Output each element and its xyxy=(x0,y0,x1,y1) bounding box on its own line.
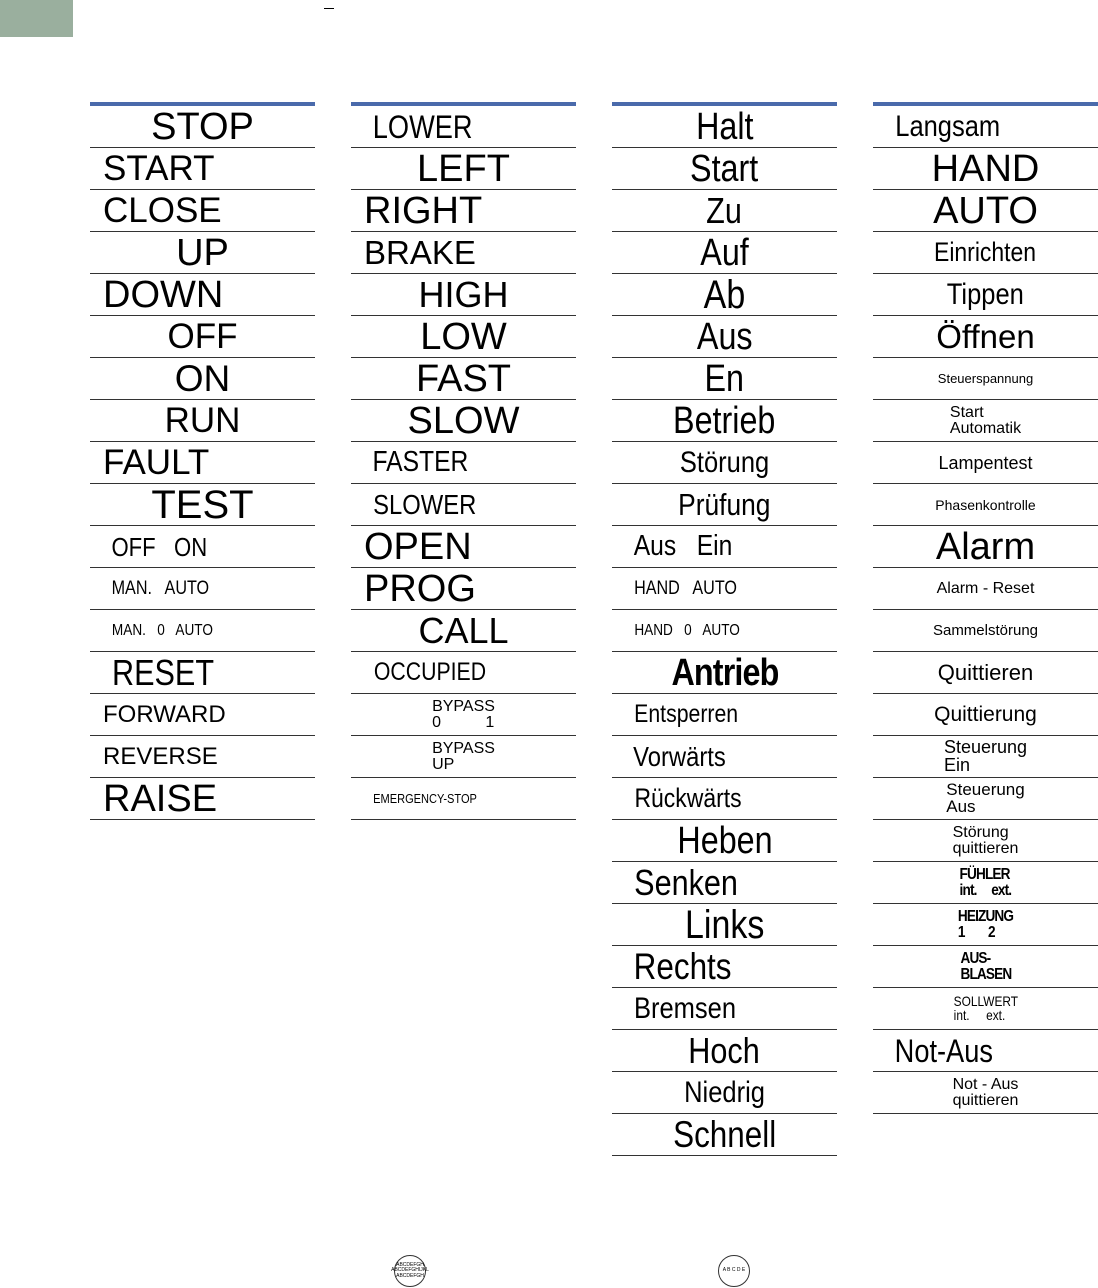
label-cell: SLOWER xyxy=(351,484,576,526)
label-cell: MAN. 0 AUTO xyxy=(90,610,315,652)
label-column-english-2 xyxy=(351,102,576,820)
label-cell: Tippen xyxy=(873,274,1098,316)
label-cell: RIGHT xyxy=(351,190,576,232)
label-cell: BYPASS UP xyxy=(351,736,576,778)
label-cell: Start xyxy=(612,148,837,190)
label-cell: AUS- BLASEN xyxy=(873,946,1098,988)
label-cell: START xyxy=(90,148,315,190)
label-cell: Hoch xyxy=(612,1030,837,1072)
label-cell: OPEN xyxy=(351,526,576,568)
seal-stamp-right: A B C D E xyxy=(718,1255,750,1287)
label-cell: Quittieren xyxy=(873,652,1098,694)
label-cell: HAND xyxy=(873,148,1098,190)
label-cell: CLOSE xyxy=(90,190,315,232)
corner-tab xyxy=(0,0,73,37)
label-cell: Zu xyxy=(612,190,837,232)
label-cell: Alarm xyxy=(873,526,1098,568)
label-cell: Quittierung xyxy=(873,694,1098,736)
label-cell: Betrieb xyxy=(612,400,837,442)
label-cell: Steuerung Ein xyxy=(873,736,1098,778)
label-cell: LOWER xyxy=(351,106,576,148)
label-column-german-1 xyxy=(612,102,837,1156)
label-cell: HEIZUNG 1 2 xyxy=(873,904,1098,946)
label-cell: HAND 0 AUTO xyxy=(612,610,837,652)
label-cell: Rechts xyxy=(612,946,837,988)
label-cell: Not - Aus quittieren xyxy=(873,1072,1098,1114)
label-cell: Antrieb xyxy=(612,652,837,694)
label-cell: Langsam xyxy=(873,106,1098,148)
label-cell: HIGH xyxy=(351,274,576,316)
label-cell: Störung quittieren xyxy=(873,820,1098,862)
label-cell: Entsperren xyxy=(612,694,837,736)
label-cell: BRAKE xyxy=(351,232,576,274)
label-cell: FAULT xyxy=(90,442,315,484)
label-cell: Heben xyxy=(612,820,837,862)
label-cell: Alarm - Reset xyxy=(873,568,1098,610)
label-cell: DOWN xyxy=(90,274,315,316)
label-cell: RUN xyxy=(90,400,315,442)
label-cell: SOLLWERT int. ext. xyxy=(873,988,1098,1030)
label-cell: Phasenkontrolle xyxy=(873,484,1098,526)
dash-mark xyxy=(324,8,334,9)
label-cell: LOW xyxy=(351,316,576,358)
label-cell: RAISE xyxy=(90,778,315,820)
label-cell: Steuerspannung xyxy=(873,358,1098,400)
label-cell: Links xyxy=(612,904,837,946)
label-cell: Bremsen xyxy=(612,988,837,1030)
label-cell: MAN. AUTO xyxy=(90,568,315,610)
label-cell: Ab xyxy=(612,274,837,316)
label-cell: Not-Aus xyxy=(873,1030,1098,1072)
label-column-german-2 xyxy=(873,102,1098,1114)
label-cell: Schnell xyxy=(612,1114,837,1156)
label-cell: Auf xyxy=(612,232,837,274)
label-cell: FASTER xyxy=(351,442,576,484)
label-cell: ON xyxy=(90,358,315,400)
label-cell: En xyxy=(612,358,837,400)
label-cell: RESET xyxy=(90,652,315,694)
label-cell: Rückwärts xyxy=(612,778,837,820)
label-cell: Lampentest xyxy=(873,442,1098,484)
label-cell: SLOW xyxy=(351,400,576,442)
label-cell: AUTO xyxy=(873,190,1098,232)
label-cell: BYPASS 0 1 xyxy=(351,694,576,736)
seal-stamp-left: ABCDEFGH ABCDEFGHIJKL ABCDEFGH xyxy=(394,1255,426,1287)
label-cell: FÜHLER int. ext. xyxy=(873,862,1098,904)
label-cell: Halt xyxy=(612,106,837,148)
label-cell: TEST xyxy=(90,484,315,526)
label-cell: OFF ON xyxy=(90,526,315,568)
label-cell: Senken xyxy=(612,862,837,904)
label-cell: REVERSE xyxy=(90,736,315,778)
label-cell: HAND AUTO xyxy=(612,568,837,610)
label-cell: FORWARD xyxy=(90,694,315,736)
label-cell: LEFT xyxy=(351,148,576,190)
label-cell: FAST xyxy=(351,358,576,400)
label-cell: Störung xyxy=(612,442,837,484)
label-cell: Öffnen xyxy=(873,316,1098,358)
label-cell: Aus xyxy=(612,316,837,358)
label-column-english-1 xyxy=(90,102,315,820)
label-cell: OFF xyxy=(90,316,315,358)
label-cell: Niedrig xyxy=(612,1072,837,1114)
label-cell: Vorwärts xyxy=(612,736,837,778)
label-cell: Prüfung xyxy=(612,484,837,526)
label-cell: STOP xyxy=(90,106,315,148)
label-cell: Aus Ein xyxy=(612,526,837,568)
label-cell: Sammelstörung xyxy=(873,610,1098,652)
label-cell: Steuerung Aus xyxy=(873,778,1098,820)
label-cell: Start Automatik xyxy=(873,400,1098,442)
label-cell: CALL xyxy=(351,610,576,652)
label-cell: Einrichten xyxy=(873,232,1098,274)
label-cell: OCCUPIED xyxy=(351,652,576,694)
label-cell: PROG xyxy=(351,568,576,610)
label-cell: UP xyxy=(90,232,315,274)
label-cell: EMERGENCY-STOP xyxy=(351,778,576,820)
